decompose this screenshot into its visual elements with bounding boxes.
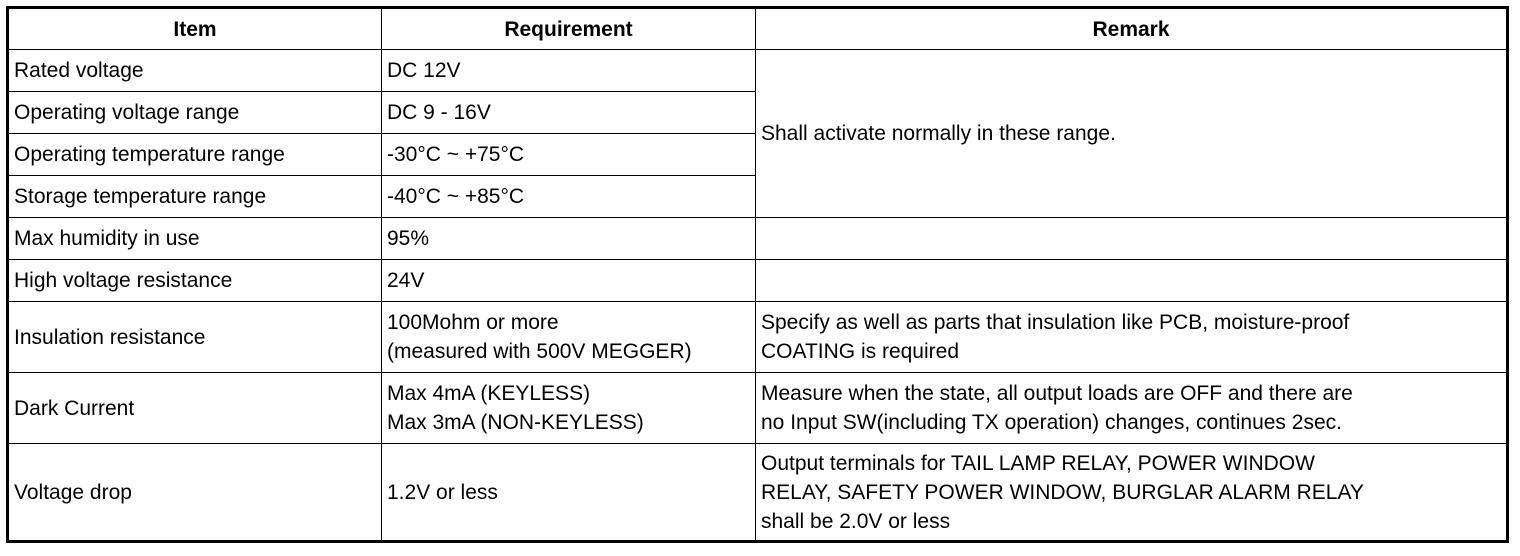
item-cell: Max humidity in use	[8, 218, 382, 260]
header-item: Item	[8, 8, 382, 50]
table-row	[8, 50, 1508, 92]
requirement-line: 24V	[387, 269, 425, 292]
requirement-line: 95%	[387, 227, 430, 250]
requirement-cell	[382, 50, 756, 92]
header-row	[8, 8, 1508, 50]
item-cell: Insulation resistance	[8, 302, 382, 373]
header-requirement: Requirement	[382, 8, 756, 50]
remark-line: RELAY, SAFETY POWER WINDOW, BURGLAR ALARM RELAY	[761, 480, 1364, 504]
specification-table	[6, 6, 1509, 543]
merged-remark-cell: Shall activate normally in these range.	[756, 50, 1508, 218]
requirement-line: Max 3mA (NON-KEYLESS)	[387, 411, 644, 434]
requirement-cell	[382, 302, 756, 373]
requirement-cell	[382, 444, 756, 542]
table-row	[8, 260, 1508, 302]
remark-line: Measure when the state, all output loads are OFF and there are	[761, 382, 1353, 405]
remark-cell	[756, 260, 1508, 302]
requirement-cell	[382, 92, 756, 134]
remark-cell	[756, 373, 1508, 444]
header-remark: Remark	[756, 8, 1508, 50]
requirement-line: (measured with 500V MEGGER)	[387, 340, 692, 363]
requirement-cell	[382, 134, 756, 176]
table-row	[8, 444, 1508, 542]
item-cell: Voltage drop	[8, 444, 382, 542]
requirement-cell	[382, 218, 756, 260]
remark-cell	[756, 302, 1508, 373]
requirement-cell	[382, 373, 756, 444]
remark-line: COATING is required	[761, 340, 959, 363]
remark-line: shall be 2.0V or less	[761, 509, 951, 533]
requirement-line: -30°C ~ +75°C	[387, 143, 525, 166]
item-cell: Storage temperature range	[8, 176, 382, 218]
remark-cell	[756, 444, 1508, 542]
requirement-line: -40°C ~ +85°C	[387, 185, 525, 208]
item-cell: Operating temperature range	[8, 134, 382, 176]
table-row	[8, 218, 1508, 260]
remark-line: Specify as well as parts that insulation like PCB, moisture-proof	[761, 311, 1350, 334]
table-row	[8, 302, 1508, 373]
remark-cell	[756, 218, 1508, 260]
table-row	[8, 373, 1508, 444]
requirement-line: DC 12V	[387, 59, 461, 82]
requirement-cell	[382, 176, 756, 218]
item-cell: Operating voltage range	[8, 92, 382, 134]
requirement-line: 100Mohm or more	[387, 311, 559, 334]
requirement-line: Max 4mA (KEYLESS)	[387, 382, 591, 405]
remark-line: no Input SW(including TX operation) changes, continues 2sec.	[761, 411, 1342, 434]
item-cell: Dark Current	[8, 373, 382, 444]
requirement-cell	[382, 260, 756, 302]
remark-line: Output terminals for TAIL LAMP RELAY, POWER WINDOW	[761, 451, 1315, 475]
requirement-line: 1.2V or less	[387, 480, 498, 504]
item-cell: Rated voltage	[8, 50, 382, 92]
item-cell: High voltage resistance	[8, 260, 382, 302]
requirement-line: DC 9 - 16V	[387, 101, 491, 124]
